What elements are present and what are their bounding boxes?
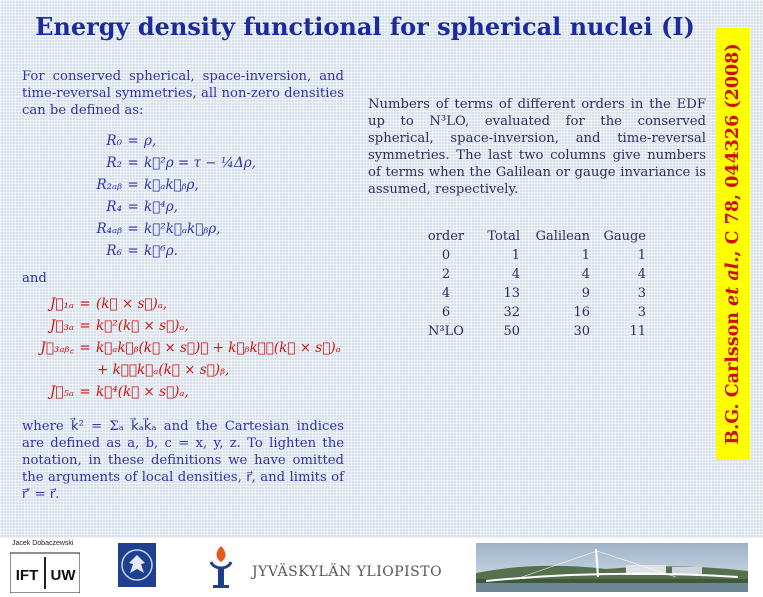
current-symbol: J⃗₅ₐ: [50, 384, 74, 400]
density-line: [60, 218, 256, 240]
citation-prefix: B.G. Carlsson: [723, 305, 743, 445]
university-seal-icon: [118, 543, 156, 587]
table-row: [420, 284, 646, 303]
density-line: [60, 240, 256, 262]
header-gauge: Gauge: [603, 229, 646, 244]
table-cell: 4: [511, 267, 520, 282]
table-row: [420, 303, 646, 322]
citation-etal: et al: [723, 262, 743, 306]
current-line: [20, 315, 341, 337]
campus-bridge-photo: [476, 543, 748, 592]
table-cell: 3: [637, 305, 646, 320]
table-cell: 4: [637, 267, 646, 282]
currents-equations: [20, 293, 341, 403]
table-cell: 4: [441, 286, 451, 301]
author-name: Jacek Dobaczewski: [12, 540, 74, 547]
slide-title: Energy density functional for spherical nuclei (I): [35, 12, 695, 41]
table-row: [420, 322, 646, 341]
density-definition: k⃗²k⃗ₐk⃗ᵦρ,: [144, 221, 221, 237]
current-continuation: + k⃗꜀k⃗ₐ(k⃗ × s⃗)ᵦ,: [97, 362, 230, 378]
current-line: [20, 381, 341, 403]
logo-ift-text: IFT: [15, 567, 39, 584]
density-symbol: R₄ₐᵦ: [96, 221, 122, 237]
equals-sign: =: [127, 243, 139, 259]
table-cell: 6: [441, 305, 451, 320]
table-caption: Numbers of terms of different orders in the EDF up to N³LO, evaluated for the conserved spherical, space-inversion, and time-reversal symmetries. The last two columns give numbers of terms when the Galilean or gauge invariance is assumed, respectively.: [368, 97, 706, 197]
intro-text: For conserved spherical, space-inversion, and time-reversal symmetries, all non-zero densities can be defined as:: [22, 69, 344, 118]
current-definition: k⃗²(k⃗ × s⃗)ₐ,: [96, 318, 189, 334]
densities-equations: [60, 130, 256, 262]
table-header-row: [420, 227, 646, 246]
current-line: [20, 293, 341, 315]
table-cell: 32: [503, 305, 520, 320]
table-cell: 4: [581, 267, 590, 282]
density-definition: k⃗ₐk⃗ᵦρ,: [144, 177, 199, 193]
table-cell: 50: [503, 324, 520, 339]
density-definition: ρ,: [144, 133, 157, 149]
equals-sign: =: [127, 133, 139, 149]
current-symbol: J⃗₃ₐ: [50, 318, 74, 334]
notation-note: where k⃗² = Σₐ k⃗ₐk⃗ₐ and the Cartesian indices are defined as a, b, c = x, y, z. To lighten the notation, in these definitions we have omitted the arguments of local densities, r⃗, and limits of r⃗′ = r⃗.: [22, 419, 344, 502]
table-cell: 11: [629, 324, 646, 339]
density-line: [60, 196, 256, 218]
density-line: [60, 152, 256, 174]
density-symbol: R₀: [106, 133, 122, 149]
torch-logo-icon: [206, 544, 236, 590]
equals-sign: =: [127, 199, 139, 215]
table-cell: 30: [573, 324, 590, 339]
logo-uw-text: UW: [50, 567, 76, 584]
terms-count-table: [420, 227, 646, 341]
density-definition: k⃗²ρ = τ − ¼Δρ,: [144, 155, 256, 171]
density-symbol: R₆: [106, 243, 122, 259]
table-cell: 1: [511, 248, 520, 263]
citation-suffix: ., C 78, 044326 (2008): [723, 43, 743, 263]
table-cell: 13: [503, 286, 520, 301]
table-cell: 0: [441, 248, 451, 263]
citation-text: [716, 28, 750, 460]
current-symbol: J⃗₃ₐᵦ꜀: [40, 340, 74, 356]
current-definition: (k⃗ × s⃗)ₐ,: [96, 296, 168, 312]
header-order: order: [427, 229, 465, 244]
equals-sign: =: [127, 177, 139, 193]
equals-sign: =: [79, 296, 91, 312]
equals-sign: =: [127, 155, 139, 171]
density-definition: k⃗⁴ρ,: [144, 199, 178, 215]
density-line: [60, 174, 256, 196]
equals-sign: =: [127, 221, 139, 237]
density-symbol: R₂ₐᵦ: [96, 177, 122, 193]
table-row: [420, 246, 646, 265]
ift-uw-logo: [10, 551, 80, 593]
header-galilean: Galilean: [535, 229, 590, 244]
table-cell: 9: [581, 286, 590, 301]
current-definition: k⃗⁴(k⃗ × s⃗)ₐ,: [96, 384, 189, 400]
table-cell: 2: [441, 267, 451, 282]
current-line: [20, 359, 341, 381]
density-line: [60, 130, 256, 152]
table-cell: 1: [637, 248, 646, 263]
table-row: [420, 265, 646, 284]
current-symbol: J⃗₁ₐ: [50, 296, 74, 312]
current-definition: k⃗ₐk⃗ᵦ(k⃗ × s⃗)꜀ + k⃗ᵦk⃗꜀(k⃗ × s⃗)ₐ: [96, 340, 341, 356]
equals-sign: =: [79, 340, 91, 356]
table-cell: N³LO: [428, 324, 464, 339]
density-symbol: R₄: [106, 199, 122, 215]
table-cell: 3: [637, 286, 646, 301]
equals-sign: =: [79, 384, 91, 400]
university-name: JYVÄSKYLÄN YLIOPISTO: [252, 564, 443, 580]
density-definition: k⃗⁶ρ.: [144, 243, 178, 259]
equals-sign: =: [79, 318, 91, 334]
and-text: and: [22, 271, 47, 286]
density-symbol: R₂: [106, 155, 122, 171]
table-cell: 16: [573, 305, 590, 320]
footer-bar: [0, 538, 763, 597]
table-cell: 1: [581, 248, 590, 263]
current-line: [20, 337, 341, 359]
header-total: Total: [487, 229, 520, 244]
